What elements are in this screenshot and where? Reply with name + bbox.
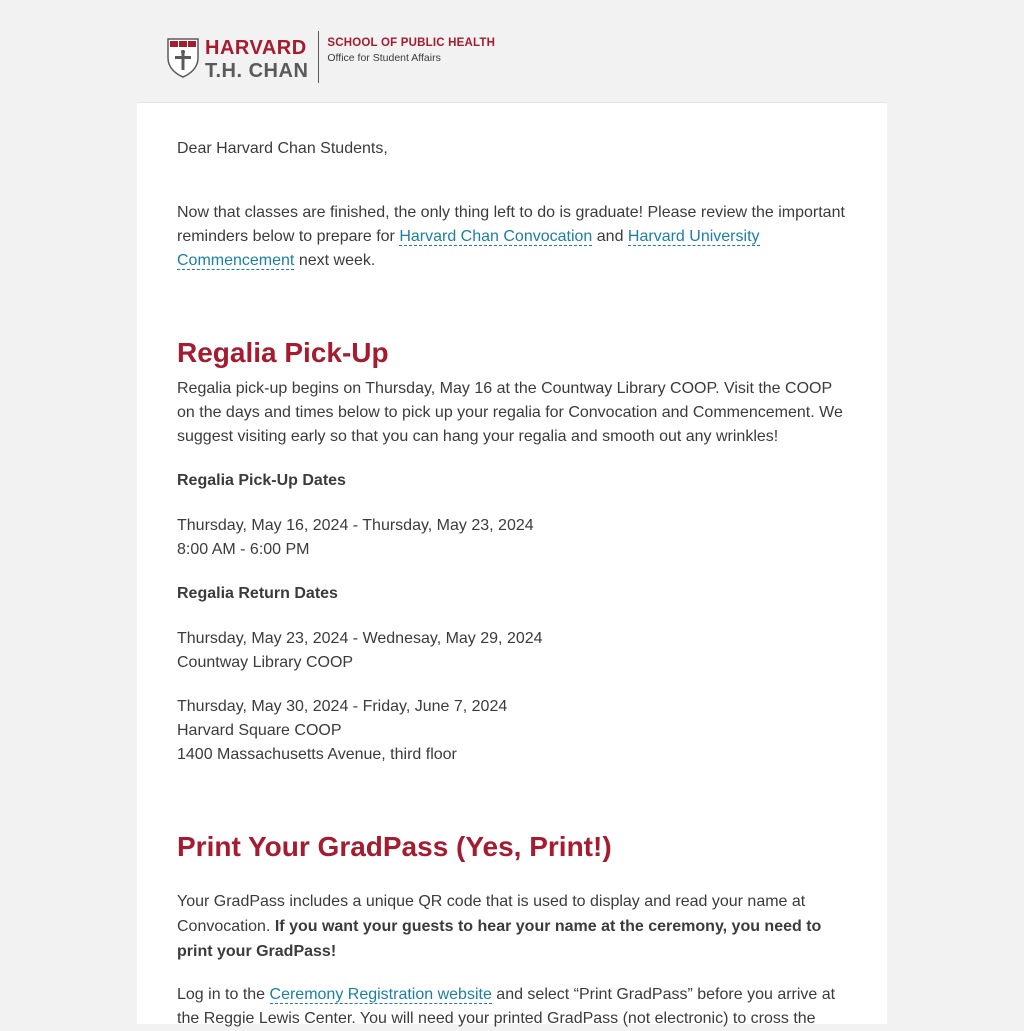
greeting: Dear Harvard Chan Students, bbox=[177, 140, 388, 157]
regalia-heading: Regalia Pick-Up bbox=[177, 337, 389, 368]
return-date-range: Thursday, May 30, 2024 - Friday, June 7, 2024 bbox=[177, 698, 508, 715]
logo-harvard-text: HARVARD bbox=[205, 37, 307, 59]
harvard-shield-icon bbox=[167, 38, 199, 78]
gradpass-text: Your GradPass includes a unique QR code that is used to display and read your name at Convocation. bbox=[177, 893, 806, 935]
logo-wordmark bbox=[205, 38, 308, 81]
convocation-link[interactable]: Harvard Chan Convocation bbox=[399, 228, 593, 245]
gradpass-heading: Print Your GradPass (Yes, Print!) bbox=[177, 831, 612, 862]
logo-office-name: Office for Student Affairs bbox=[327, 52, 441, 64]
return-date-range: Thursday, May 23, 2024 - Wednesay, May 29, 2024 bbox=[177, 630, 543, 647]
commencement-link[interactable]: Harvard University Commencement bbox=[177, 228, 760, 269]
regalia-paragraph: Regalia pick-up begins on Thursday, May 16 at the Countway Library COOP. Visit the COOP on the days and times below to pick up your regalia for Convocation and Commencement. We suggest visiting early so that you can hang your regalia and smooth out any wrinkles! bbox=[177, 380, 843, 445]
email-body bbox=[137, 103, 887, 1027]
logo-school-name: SCHOOL OF PUBLIC HEALTH bbox=[327, 37, 496, 49]
gradpass-bold-text: If you want your guests to hear your name at the ceremony, you need to print your GradPass! bbox=[177, 918, 822, 960]
pickup-dates-block bbox=[177, 514, 534, 562]
gradpass-paragraph bbox=[177, 889, 847, 964]
pickup-dates-title: Regalia Pick-Up Dates bbox=[177, 472, 346, 489]
login-text-2: and select “Print GradPass” before you arrive at the Reggie Lewis Center. You will need your printed GradPass (not electronic) to cross the bbox=[177, 986, 836, 1027]
intro-text-1: Now that classes are finished, the only thing left to do is graduate! Please review the important reminders below to prepare for bbox=[177, 204, 845, 245]
return-block-harvard-square bbox=[177, 695, 507, 767]
return-location: Harvard Square COOP bbox=[177, 722, 342, 739]
return-block-countway bbox=[177, 627, 543, 675]
return-location: Countway Library COOP bbox=[177, 654, 354, 671]
intro-text-2: and bbox=[592, 228, 628, 245]
intro-text-3: next week. bbox=[294, 252, 376, 269]
return-dates-title: Regalia Return Dates bbox=[177, 585, 338, 602]
harvard-chan-logo bbox=[167, 31, 495, 85]
ceremony-registration-link[interactable]: Ceremony Registration website bbox=[269, 986, 492, 1003]
intro-paragraph bbox=[177, 201, 847, 273]
logo-divider bbox=[318, 31, 319, 83]
return-address: 1400 Massachusetts Avenue, third floor bbox=[177, 746, 457, 763]
pickup-hours: 8:00 AM - 6:00 PM bbox=[177, 541, 310, 558]
logo-chan-text: T.H. CHAN bbox=[205, 60, 309, 82]
logo-school bbox=[327, 37, 495, 64]
pickup-date-range: Thursday, May 16, 2024 - Thursday, May 23, 2024 bbox=[177, 517, 534, 534]
login-text-1: Log in to the bbox=[177, 986, 270, 1003]
email-header bbox=[137, 0, 887, 103]
